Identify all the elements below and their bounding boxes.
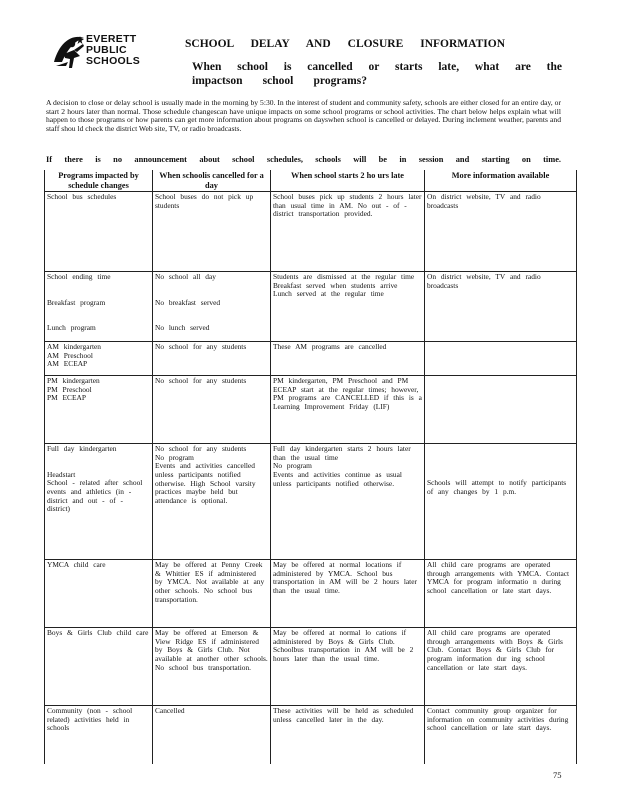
cell-cancelled: Cancelled (153, 706, 271, 764)
no-announcement-notice: If there is no announcement about school schedules, schools will be in session and starting on time. (46, 155, 561, 164)
cell-late-start: PM kindergarten, PM Preschool and PM ECEAP start at the regular times; however, PM programs are CANCELLED if this is a Learning Improvement Friday (LIF) (271, 376, 425, 444)
cancelled-lunch: No lunch served (155, 323, 210, 333)
intro-paragraph: A decision to close or delay school is usually made in the morning by 5:30. In the interest of student and community safety, schools are either closed for an entire day, or start 2 hours later than normal. Those schedule changescan have unique impacts on some school programs or school activities. The chart below helps explain what will happen to those programs or how parents can get more information about programs on dayswhen school is cancelled or delayed. During inclement weather, parents and staff shou ld check the district Web site, TV, or radio broadcasts. (46, 98, 561, 133)
table-row (45, 628, 577, 706)
logo-line-2: PUBLIC (86, 44, 127, 56)
cell-late-start: May be offered at normal locations if administered by YMCA. School bus transportation in AM will be 2 hours later than the usual time. (271, 560, 425, 628)
program-lunch: Lunch program (47, 323, 96, 333)
cell-late-start (271, 444, 425, 560)
cell-more-info (425, 444, 577, 560)
table-row (45, 706, 577, 764)
header-programs: Programs impacted by schedule changes (45, 170, 153, 192)
program-after-school-events: School - related after school events and athletics (in - district and out - of - district) (47, 478, 143, 514)
cell-cancelled (153, 272, 271, 342)
late-breakfast: Breakfast served when students arrive (273, 280, 398, 290)
table-row (45, 342, 577, 376)
table-row (45, 272, 577, 342)
page-subtitle-line-1: When school is cancelled or starts late, what are the (192, 61, 562, 73)
header-more-info: More information available (425, 170, 577, 192)
table-row (45, 444, 577, 560)
cancelled-headstart: No program (155, 452, 194, 462)
cell-cancelled (153, 444, 271, 560)
cell-cancelled: School buses do not pick up students (153, 192, 271, 272)
page-subtitle-line-2: impactson school programs? (192, 75, 367, 87)
more-info-after-school-events: Schools will attempt to notify participants of any changes by 1 p.m. (427, 478, 567, 496)
cell-program (45, 444, 153, 560)
program-pm-kindergarten: PM kindergarten (47, 376, 100, 386)
logo-wordmark (86, 34, 140, 67)
cell-late-start: These AM programs are cancelled (271, 342, 425, 376)
cell-more-info (425, 376, 577, 444)
logo-line-3: SCHOOLS (86, 55, 141, 67)
program-headstart: Headstart (47, 469, 76, 479)
cell-more-info: All child care programs are operated through arrangements with Boys & Girls Club. Contact Boys & Girls Club for program information dur ing school cancellation or late start days. (425, 628, 577, 706)
late-after-school-events: Events and activities continue as usual unless participants notified otherwise. (273, 469, 402, 488)
page-title: SCHOOL DELAY AND CLOSURE INFORMATION (185, 38, 505, 50)
program-school-ending-time: School ending time (47, 272, 111, 282)
cell-program (45, 342, 153, 376)
cell-program: Boys & Girls Club child care (45, 628, 153, 706)
cancelled-breakfast: No breakfast served (155, 297, 221, 307)
cell-late-start (271, 272, 425, 342)
table-row (45, 376, 577, 444)
program-pm-eceap: PM ECEAP (47, 393, 86, 403)
cell-more-info (425, 342, 577, 376)
cell-cancelled: May be offered at Emerson & View Ridge ES if administered by Boys & Girls Club. Not available at another other schools. No school bus transportation. (153, 628, 271, 706)
program-full-day-kindergarten: Full day kindergarten (47, 444, 117, 454)
cancelled-school-ending: No school all day (155, 272, 216, 282)
cell-more-info: On district website, TV and radio broadcasts (425, 272, 577, 342)
late-lunch: Lunch served at the regular time (273, 289, 384, 299)
cell-program: School bus schedules (45, 192, 153, 272)
program-am-eceap: AM ECEAP (47, 359, 88, 369)
program-pm-preschool: PM Preschool (47, 384, 92, 394)
cell-program: Community (non - school related) activities held in schools (45, 706, 153, 764)
program-am-preschool: AM Preschool (47, 350, 93, 360)
cancelled-after-school-events: Events and activities cancelled unless participants notified otherwise. High School varsity practices maybe held but attendance is optional. (155, 461, 256, 505)
late-headstart: No program (273, 461, 312, 471)
table-header-row (45, 170, 577, 192)
schedule-impact-table (44, 170, 577, 764)
cancelled-full-day-kindergarten: No school for any students (155, 444, 247, 454)
header-late-start: When school starts 2 ho urs late (271, 170, 425, 192)
cell-more-info: On district website, TV and radio broadcasts (425, 192, 577, 272)
cell-cancelled: No school for any students (153, 342, 271, 376)
cell-cancelled: No school for any students (153, 376, 271, 444)
late-school-ending: Students are dismissed at the regular time (273, 272, 415, 282)
cell-more-info: Contact community group organizer for information on community activities during school cancellation or late start days. (425, 706, 577, 764)
cell-program (45, 272, 153, 342)
cell-program: YMCA child care (45, 560, 153, 628)
cell-program (45, 376, 153, 444)
program-breakfast: Breakfast program (47, 297, 106, 307)
header-cancelled: When schoolis cancelled for a day (153, 170, 271, 192)
cell-late-start: School buses pick up students 2 hours later than usual time in AM. No out - of - district transportation provided. (271, 192, 425, 272)
table-row (45, 560, 577, 628)
logo-line-1: EVERETT (86, 33, 137, 45)
page-number: 75 (553, 770, 562, 780)
cell-more-info: All child care programs are operated through arrangements with YMCA. Contact YMCA for program informatio n during school cancellation or late start days. (425, 560, 577, 628)
cell-cancelled: May be offered at Penny Creek & Whittier ES if administered by YMCA. Not available at any other schools. No school bus transportation. (153, 560, 271, 628)
cell-late-start: These activities will be held as scheduled unless cancelled later in the day. (271, 706, 425, 764)
cell-late-start: May be offered at normal lo cations if administered by Boys & Girls Club. Schoolbus transportation in AM will be 2 hours later than the usual time. (271, 628, 425, 706)
program-am-kindergarten: AM kindergarten (47, 342, 101, 352)
table-row (45, 192, 577, 272)
late-full-day-kindergarten: Full day kindergarten starts 2 hours later than the usual time (273, 444, 411, 462)
